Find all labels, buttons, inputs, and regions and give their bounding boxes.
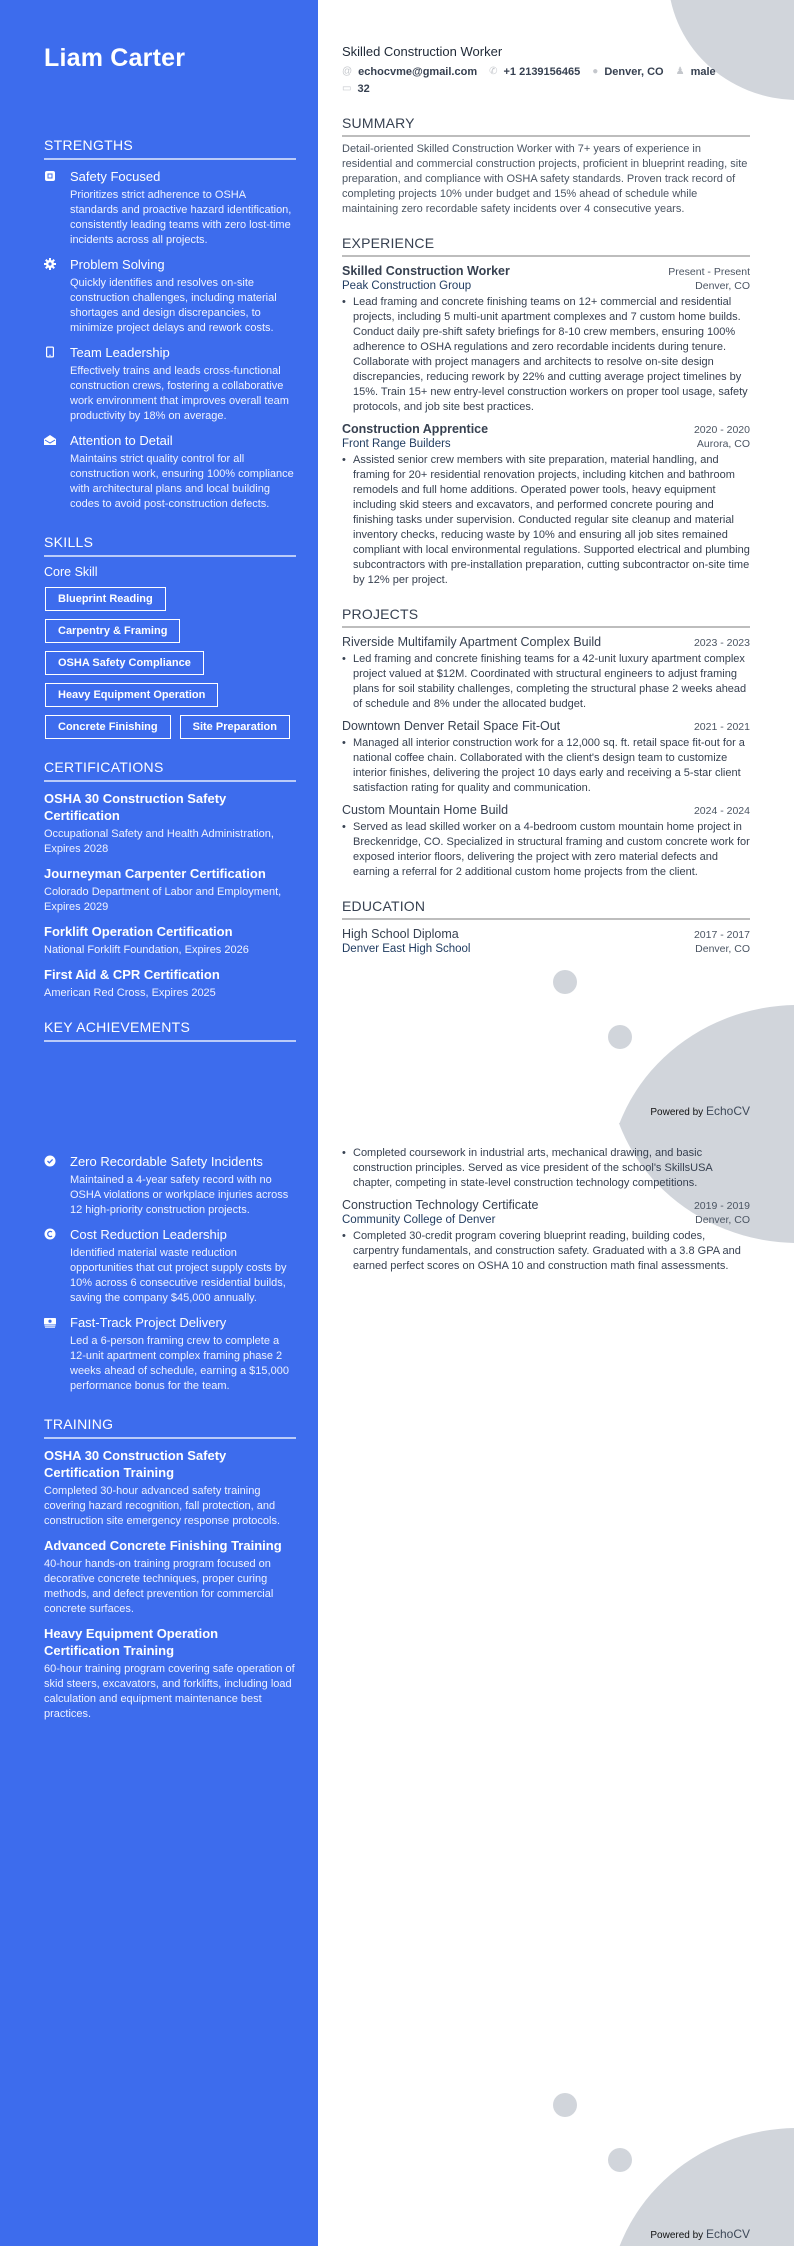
entry-bullet: • Assisted senior crew members with site preparation, material handling, and framing for 20+ residential renovation projects, including kitchen and bathroom remodels and full home additions. Operated power tools, heavy equipment including skid steers and excavators, and performed concrete pouring and finishing tasks under supervision. Conducted regular site cleanup and material inventory checks, reducing waste by 10% and ensuring all job sites remained compliant with local environmental regulations. Supported electrical and plumbing subcontractors with pre-installation preparation, cutting subcontractor on-site time by 12% per project. [342,453,750,588]
candidate-name: Liam Carter [44,44,186,72]
entry-title: Custom Mountain Home Build [342,803,509,817]
certifications-heading: CERTIFICATIONS [44,759,296,782]
entry-bullet: • Lead framing and concrete finishing teams on 12+ commercial and residential projects, including 5 multi-unit apartment complexes and 7 custom home builds. Conduct daily pre-shift safety briefings for 8-10 crew members, ensuring 100% adherence to OSHA regulations and zero recordable incidents during tenure. Collaborate with project managers and architects to resolve on-site design discrepancies, reducing rework by 22% and cutting average project timelines by 15%. Train 15+ new entry-level construction workers on proper tool usage, safety protocols, and job site best practices. [342,295,750,415]
entry-location: Denver, CO [695,1214,750,1226]
strength-item [44,432,296,512]
summary-text: Detail-oriented Skilled Construction Worker with 7+ years of experience in residential and commercial construction projects, proficient in blueprint reading, site preparation, and compliance with OSHA safety standards. Proven track record of completing projects 10% under budget and 15% ahead of schedule while maintaining zero recordable safety incidents over 4 consecutive years. [342,143,748,215]
sidebar [0,1123,318,2246]
strength-desc: Prioritizes strict adherence to OSHA standards and proactive hazard identification, consistently leading teams with zero lost-time incidents across all projects. [70,189,292,246]
education-entry [342,1198,750,1274]
decor-dot [608,2148,632,2172]
skill-chip: Carpentry & Framing [45,619,180,643]
entry-org: Front Range Builders [342,438,451,450]
contact-gender: ♟ male [675,65,716,78]
entry-date: 2019 - 2019 [693,1200,750,1212]
strength-desc: Effectively trains and leads cross-functional construction crews, fostering a collaborative work environment that improves overall team productivity by 18% on average. [70,365,289,422]
tablet-icon [44,344,70,424]
certification-item [44,790,296,857]
training-desc: Completed 30-hour advanced safety training covering hazard recognition, fall protection, and construction site emergency response protocols. [44,1485,281,1527]
project-entry [342,803,750,880]
euro-coin-icon [44,1226,70,1306]
certification-desc: Colorado Department of Labor and Employment, Expires 2029 [44,886,282,913]
certification-item [44,923,296,958]
money-stack-icon [44,1314,70,1394]
training-title: Advanced Concrete Finishing Training [44,1538,282,1553]
entry-location: Denver, CO [695,280,750,292]
summary-heading: SUMMARY [342,115,750,137]
strength-item [44,168,296,248]
achievements-heading: KEY ACHIEVEMENTS [44,1019,296,1042]
entry-title: Construction Technology Certificate [342,1198,539,1212]
decor-dot [553,2093,577,2117]
education-entry [342,927,750,955]
entry-location: Aurora, CO [696,438,750,450]
strength-desc: Quickly identifies and resolves on-site construction challenges, including material shortages and design discrepancies, to minimize project delays and rework costs. [70,277,277,334]
certification-desc: Occupational Safety and Health Administration, Expires 2028 [44,828,274,855]
achievement-item [44,1226,296,1306]
entry-title: High School Diploma [342,927,459,941]
contact-age: ▭ 32 [342,82,370,95]
certification-title: First Aid & CPR Certification [44,967,220,982]
entry-bullet: • Completed coursework in industrial arts, mechanical drawing, and basic construction principles. Served as vice president of the school's SkillsUSA chapter, competing in state-level construction technology competitions. [342,1146,750,1191]
main-content [318,1123,794,2246]
strength-item [44,344,296,424]
achievement-title: Cost Reduction Leadership [70,1227,227,1242]
entry-org: Peak Construction Group [342,280,472,292]
phone-icon: ✆ [489,66,498,77]
skill-chip: Blueprint Reading [45,587,166,611]
entry-date: 2020 - 2020 [693,424,750,436]
certification-item [44,865,296,915]
experience-heading: EXPERIENCE [342,235,750,257]
strength-title: Safety Focused [70,169,161,184]
certification-item [44,966,296,1001]
training-title: OSHA 30 Construction Safety Certification Training [44,1448,227,1480]
entry-title: Riverside Multifamily Apartment Complex Build [342,635,602,649]
main-content [318,0,794,1123]
strength-title: Problem Solving [70,257,165,272]
entry-org: Community College of Denver [342,1214,496,1226]
entry-bullet: • Led framing and concrete finishing teams for a 42-unit luxury apartment complex project valued at $12M. Coordinated with structural engineers to adjust framing plans for soil stability challenges, completing the structural phase 2 weeks ahead of schedule and 8% under the allocated budget. [342,652,750,712]
training-desc: 60-hour training program covering safe operation of skid steers, excavators, and forklifts, including load calculation and equipment maintenance best practices. [44,1663,295,1720]
decor-dot [608,1025,632,1049]
entry-title: Downtown Denver Retail Space Fit-Out [342,719,561,733]
strength-title: Team Leadership [70,345,170,360]
training-item [44,1625,296,1722]
training-heading: TRAINING [44,1416,296,1439]
entry-date: 2017 - 2017 [693,929,750,941]
skill-chip: Heavy Equipment Operation [45,683,218,707]
envelope-open-icon [44,432,70,512]
person-icon: ♟ [675,66,685,77]
entry-bullet: • Completed 30-credit program covering blueprint reading, building codes, carpentry fundamentals, and construction safety. Graduated with a 3.8 GPA and earned perfect scores on OSHA 10 and construction math final assessments. [342,1229,750,1274]
gear-icon [44,256,70,336]
strength-desc: Maintains strict quality control for all construction work, ensuring 100% compliance with architectural plans and local building codes to avoid post-construction defects. [70,453,294,510]
skill-group-label: Core Skill [44,565,98,579]
skill-chip: OSHA Safety Compliance [45,651,204,675]
brand-name[interactable]: EchoCV [705,1104,750,1118]
entry-org: Denver East High School [342,943,471,955]
training-item [44,1447,296,1529]
projects-heading: PROJECTS [342,606,750,628]
achievement-title: Zero Recordable Safety Incidents [70,1154,263,1169]
training-item [44,1537,296,1617]
powered-by: Powered by EchoCV [650,1104,750,1118]
location-pin-icon: ● [592,66,599,77]
entry-title: Construction Apprentice [342,422,489,436]
education-entry-continued [342,1146,750,1191]
at-icon: @ [342,66,353,77]
experience-entry [342,422,750,588]
achievement-item [44,1153,296,1218]
achievement-item [44,1314,296,1394]
achievement-desc: Maintained a 4-year safety record with no OSHA violations or workplace injuries across 12 high-priority construction projects. [70,1174,289,1216]
entry-date: 2024 - 2024 [693,805,750,817]
calendar-icon: ▭ [342,83,352,94]
certification-title: Journeyman Carpenter Certification [44,866,266,881]
certification-desc: National Forklift Foundation, Expires 2026 [44,944,249,956]
entry-location: Denver, CO [695,943,750,955]
resume-page-2 [0,1123,794,2246]
achievement-title: Fast-Track Project Delivery [70,1315,227,1330]
certification-title: Forklift Operation Certification [44,924,233,939]
achievement-desc: Identified material waste reduction opportunities that cut project supply costs by 10% across 6 consecutive residential builds, saving the company $45,000 annually. [70,1247,287,1304]
achievement-desc: Led a 6-person framing crew to complete a 12-unit apartment complex framing phase 2 weeks ahead of schedule, earning a $15,000 performance bonus for the team. [70,1335,289,1392]
contact-phone[interactable]: ✆ +1 2139156465 [489,65,581,78]
strength-item [44,256,296,336]
job-title: Skilled Construction Worker [342,44,503,59]
contact-location: ● Denver, CO [592,65,664,78]
contact-list [342,63,742,97]
training-desc: 40-hour hands-on training program focused on decorative concrete techniques, proper curing methods, and defect prevention for commercial concrete surfaces. [44,1558,274,1615]
education-heading: EDUCATION [342,898,750,920]
project-entry [342,635,750,712]
powered-by: Powered by EchoCV [650,2227,750,2241]
strength-title: Attention to Detail [70,433,173,448]
entry-title: Skilled Construction Worker [342,264,510,278]
check-circle-icon [44,1153,70,1218]
skill-chip: Site Preparation [180,715,290,739]
experience-entry [342,264,750,415]
training-title: Heavy Equipment Operation Certification Training [44,1626,219,1658]
brand-name[interactable]: EchoCV [705,2227,750,2241]
skills-heading: SKILLS [44,534,296,557]
certification-title: OSHA 30 Construction Safety Certification [44,791,227,823]
entry-bullet: • Managed all interior construction work for a 12,000 sq. ft. retail space fit-out for a national coffee chain. Collaborated with the client's design team to customize interior finishes, delivering the project 10 days early and receiving a 5-star client satisfaction rating for quality and communication. [342,736,750,796]
skill-chips [44,583,304,743]
chip-icon [44,168,70,248]
entry-bullet: • Served as lead skilled worker on a 4-bedroom custom mountain home project in Breckenridge, CO. Specialized in structural framing and custom concrete work for exposed interior floors, delivering the project with zero material defects and earning a referral for 2 additional custom home projects from the client. [342,820,750,880]
sidebar [0,0,318,1123]
decor-dot [553,970,577,994]
project-entry [342,719,750,796]
certification-desc: American Red Cross, Expires 2025 [44,987,216,999]
strengths-heading: STRENGTHS [44,137,296,160]
entry-date: 2021 - 2021 [693,721,750,733]
contact-email[interactable]: @ echocvme@gmail.com [342,65,478,78]
entry-date: 2023 - 2023 [693,637,750,649]
entry-date: Present - Present [668,266,750,278]
skill-chip: Concrete Finishing [45,715,171,739]
